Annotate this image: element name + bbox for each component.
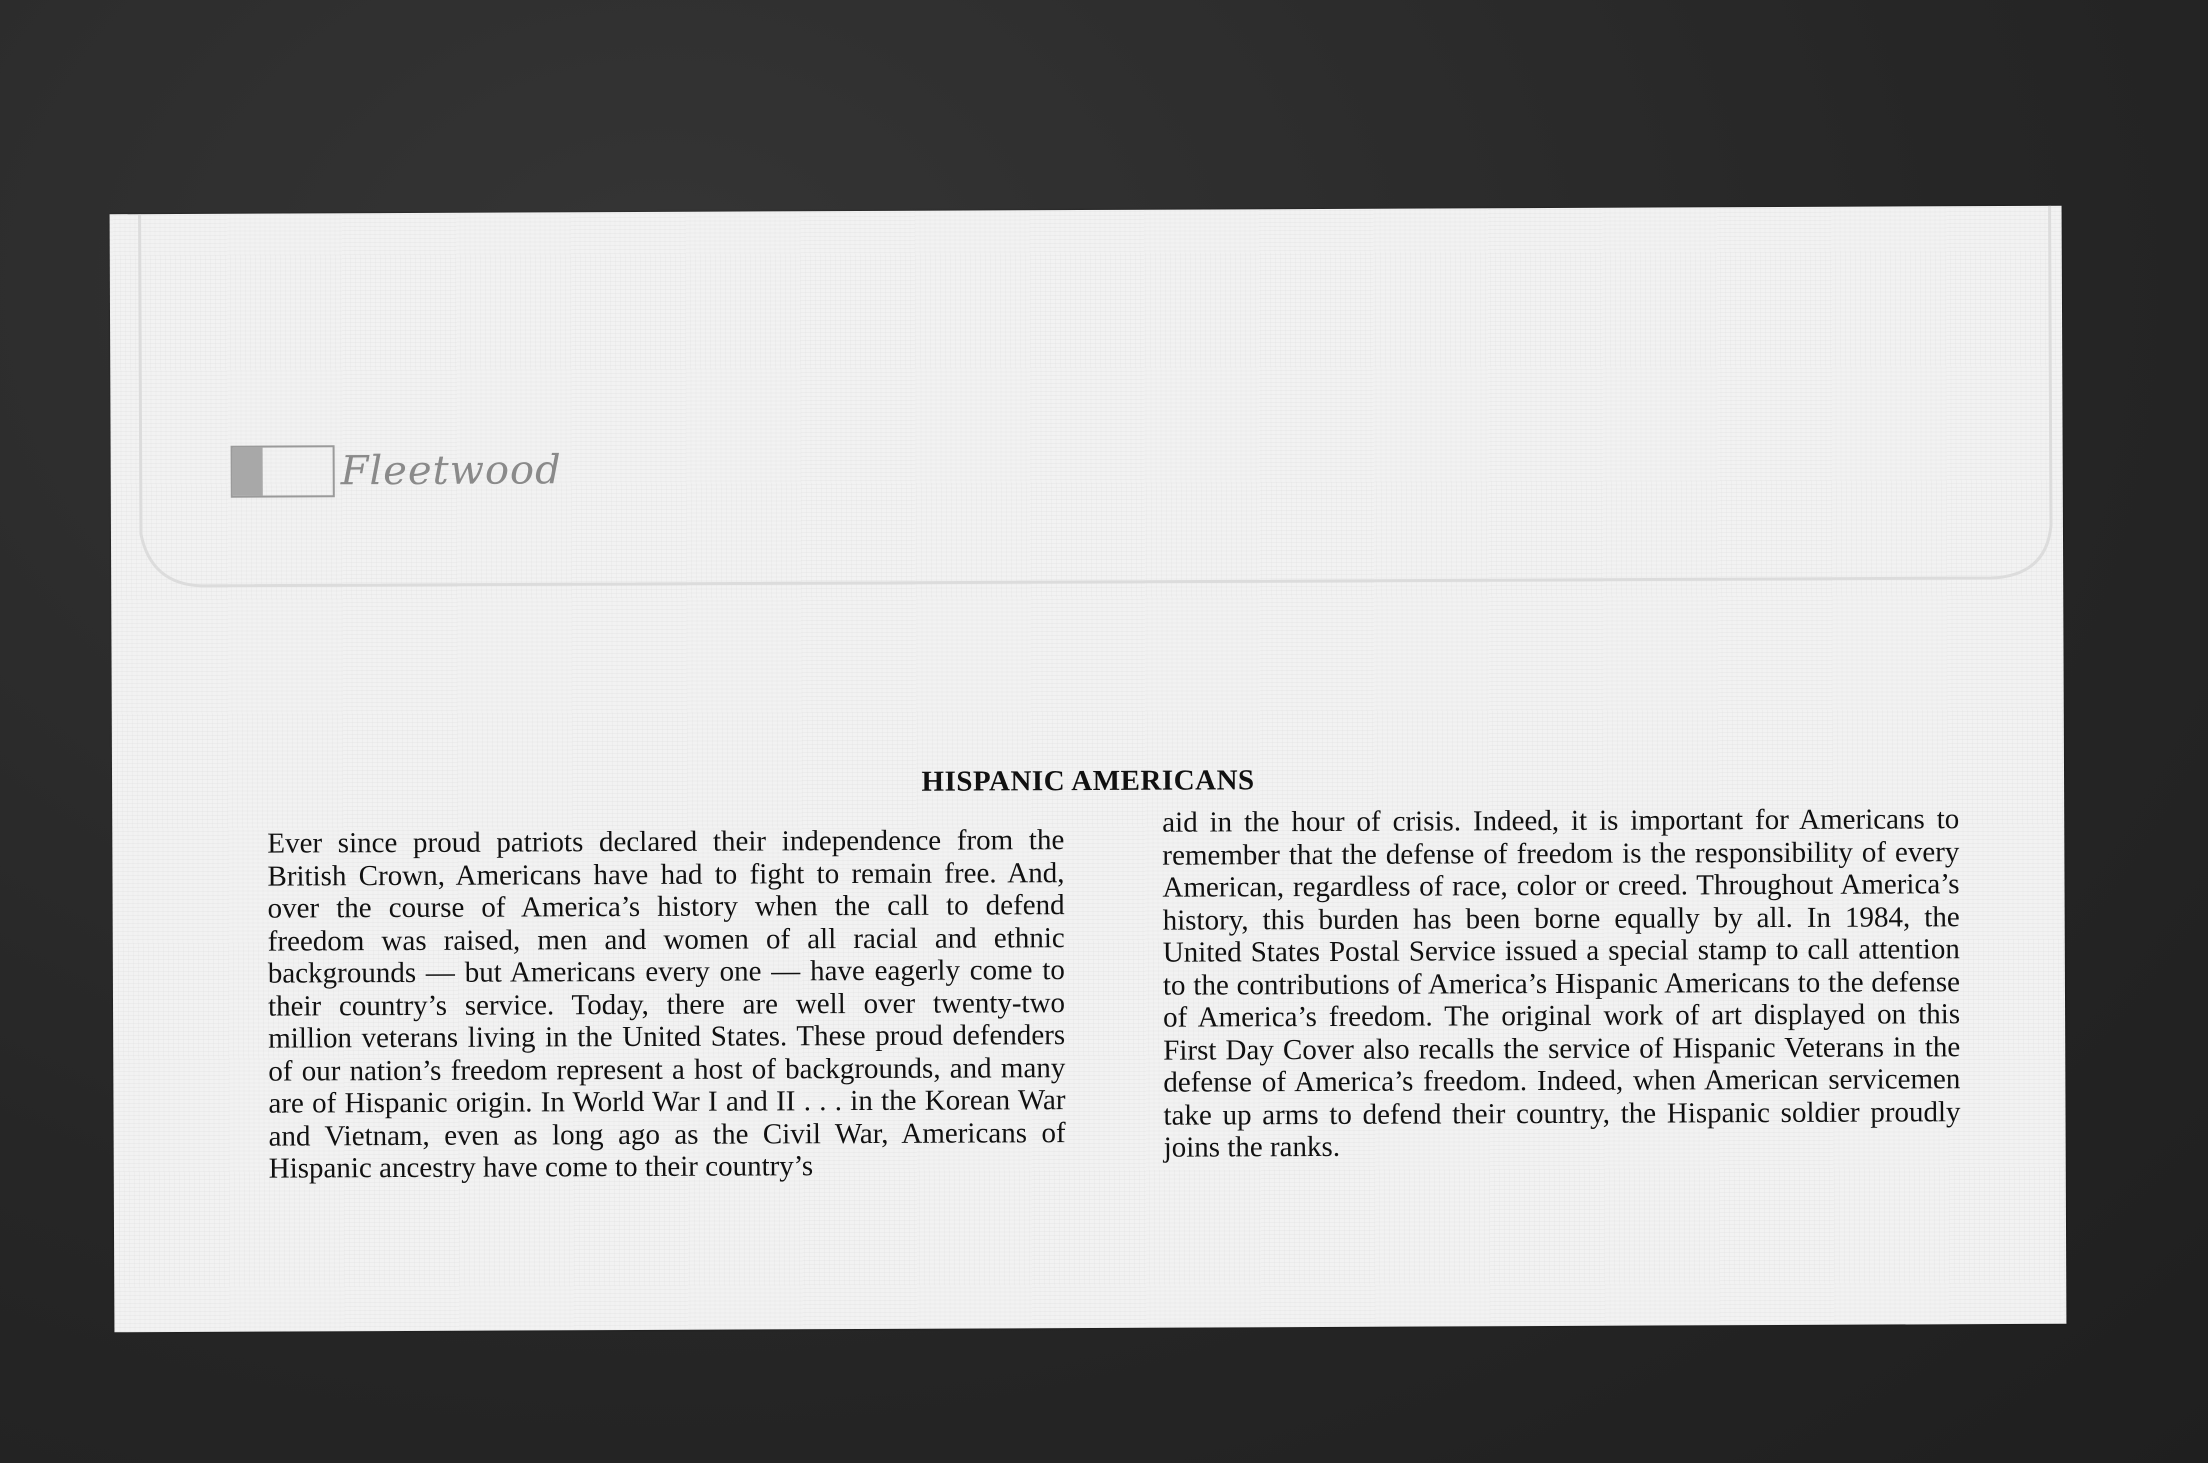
brand-logo [231,444,562,497]
envelope-back [110,206,2067,1333]
envelope-flap-outline [110,206,2064,595]
text-column-right: aid in the hour of crisis. Indeed, it is important for Americans to remember that the defense of freedom is the responsibility of every American, regardless of race, color or creed. Throughout America’s history, this burden has been borne equally by all. In 1984, the United States Postal Service issued a special stamp to call attention to the contributions of America’s Hispanic Americans to the defense of America’s freedom. The original work of art displayed on this First Day Cover also recalls the service of Hispanic Veterans in the defense of America’s freedom. Indeed, when American servicemen take up arms to defend their country, the Hispanic soldier proudly joins the ranks. [1162,803,1961,1164]
fleetwood-logo-icon [231,445,335,497]
text-column-left: Ever since proud patriots declared their independence from the British Crown, Americans have had to fight to remain free. And, over the course of America’s history when the call to defend freedom was raised, men and women of all racial and ethnic backgrounds — but Americans every one — have eagerly come to their country’s service. Today, there are well over twenty-two million veterans living in the United States. These proud defenders of our nation’s freedom represent a host of backgrounds, and many are of Hispanic origin. In World War I and II . . . in the Korean War and Vietnam, even as long ago as the Civil War, Americans of Hispanic ancestry have come to their country’s [267,824,1066,1185]
brand-name: Fleetwood [340,447,562,495]
cover-title: HISPANIC AMERICANS [921,764,1255,798]
